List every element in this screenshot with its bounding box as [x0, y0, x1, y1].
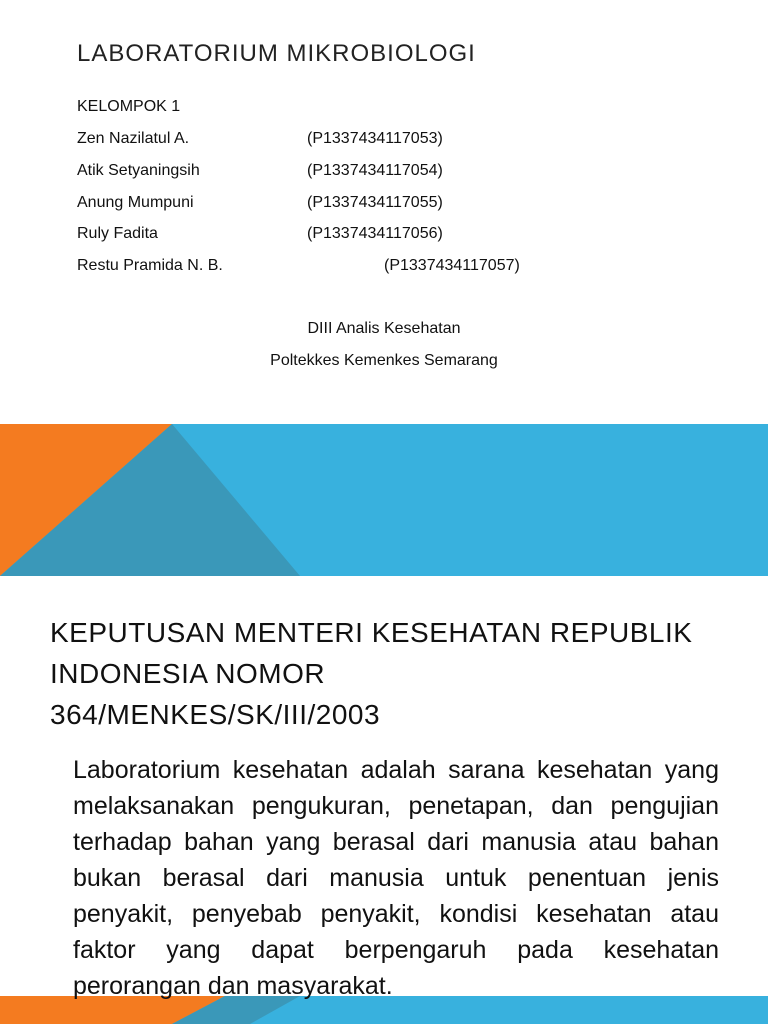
group-label: KELOMPOK 1	[77, 98, 181, 115]
member-row	[77, 225, 637, 247]
member-name: Anung Mumpuni	[77, 194, 194, 211]
institution-name: Poltekkes Kemenkes Semarang	[270, 352, 498, 369]
member-row	[77, 194, 637, 216]
title-line: KEPUTUSAN MENTERI KESEHATAN REPUBLIK	[50, 617, 693, 648]
member-name: Ruly Fadita	[77, 225, 158, 242]
slide-title: LABORATORIUM MIKROBIOLOGI	[77, 40, 476, 67]
title-line: 364/MENKES/SK/III/2003	[50, 699, 381, 730]
member-name: Restu Pramida N. B.	[77, 257, 223, 274]
program-name: DIII Analis Kesehatan	[307, 320, 461, 337]
slide-2-title	[50, 612, 740, 735]
member-row	[77, 257, 637, 279]
member-id: (P1337434117054)	[307, 162, 443, 179]
banner-graphic	[0, 424, 768, 576]
member-name: Atik Setyaningsih	[77, 162, 200, 179]
title-line: INDONESIA NOMOR	[50, 658, 326, 689]
member-id: (P1337434117056)	[307, 225, 443, 242]
member-id: (P1337434117053)	[307, 130, 443, 147]
member-id: (P1337434117055)	[307, 194, 443, 211]
member-name: Zen Nazilatul A.	[77, 130, 190, 147]
member-row	[77, 162, 637, 184]
decorative-banner	[0, 424, 768, 576]
definition-paragraph: Laboratorium kesehatan adalah sarana kesehatan yang melaksanakan pengukuran, penetapan, dan pengujian terhadap bahan yang berasal dari manusia atau bahan bukan berasal dari manusia untuk penentuan jenis penyakit, penyebab penyakit, kondisi kesehatan atau faktor yang dapat berpengaruh pada kesehatan perorangan dan masyarakat.	[73, 756, 719, 1000]
member-row	[77, 130, 637, 152]
member-id: (P1337434117057)	[384, 257, 520, 274]
